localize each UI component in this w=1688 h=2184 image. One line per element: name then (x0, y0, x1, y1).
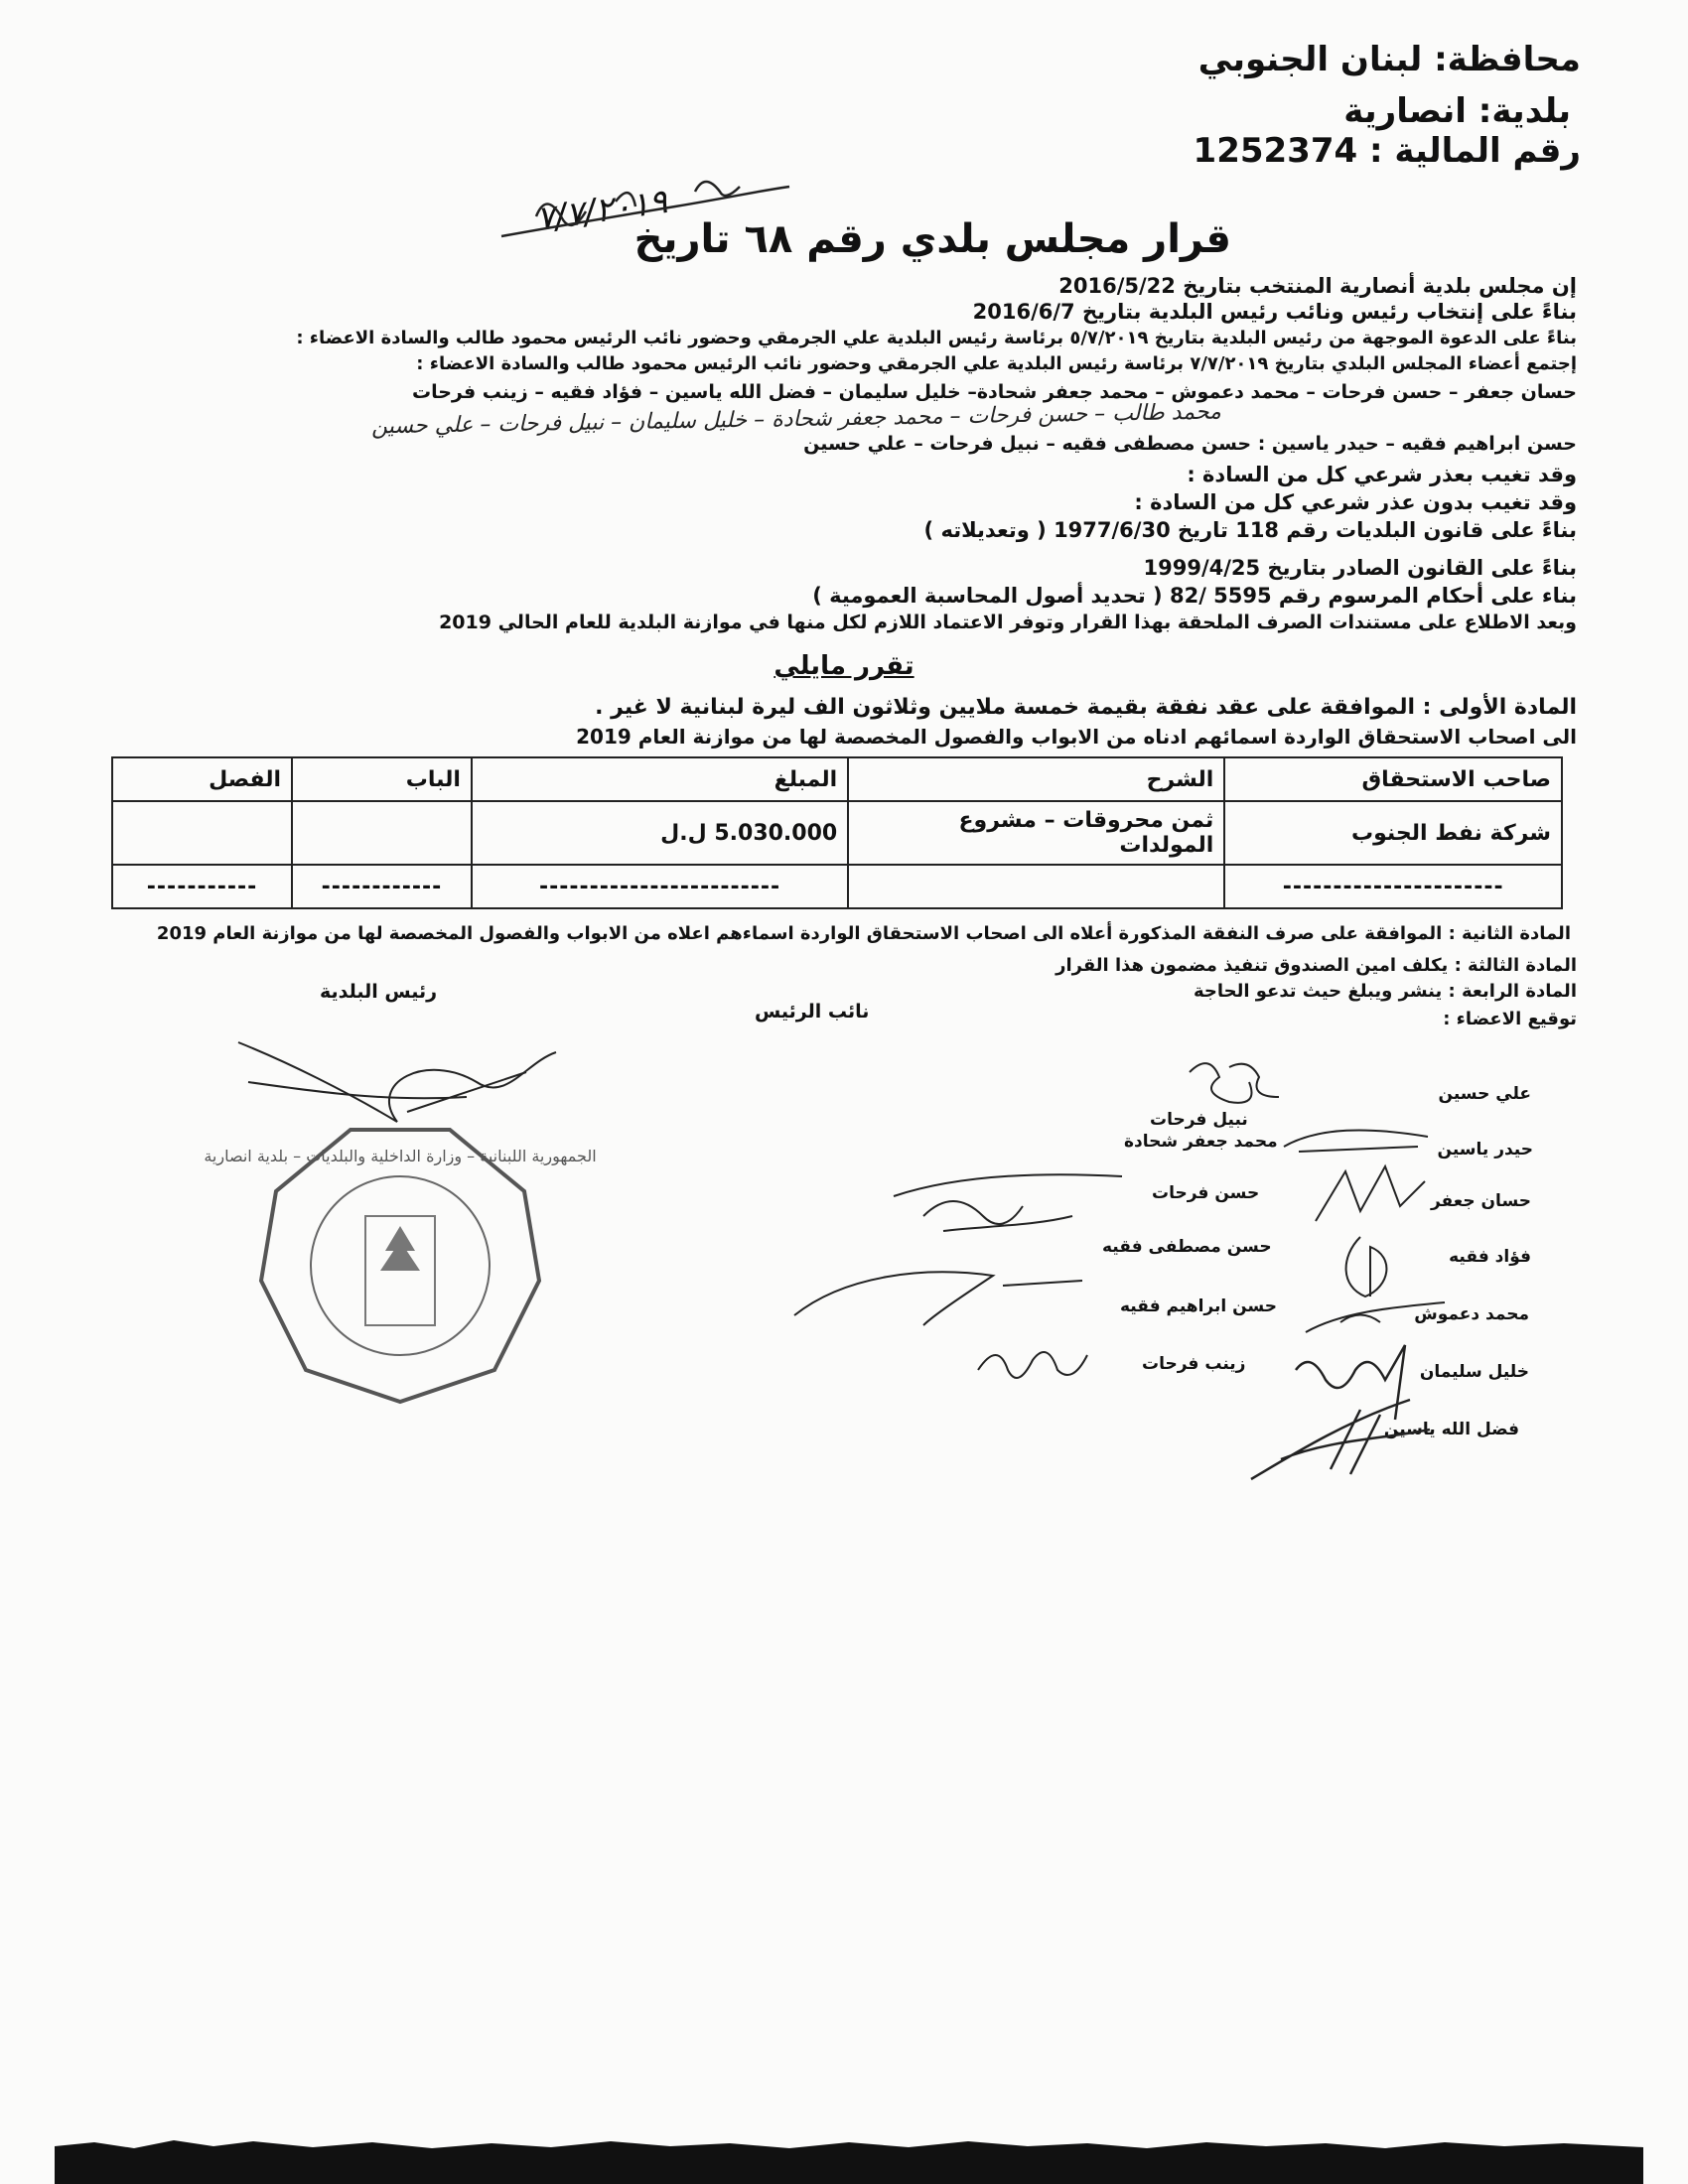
cell-chapter (112, 801, 292, 865)
finance-number: رقم المالية : 1252374 (1193, 131, 1581, 171)
signature-hassan-jaafar (1306, 1161, 1435, 1231)
member-hassan-jaafar: حسان جعفر (1430, 1191, 1531, 1211)
signature-haidar-yassin (1279, 1117, 1438, 1166)
governorate-line: محافظة: لبنان الجنوبي (1197, 40, 1581, 79)
cell-dashes: ------------------------ (472, 865, 848, 908)
preamble-line-12: وبعد الاطلاع على مستندات الصرف الملحقة بهذا القرار وتوفر الاعتماد اللازم لكل منها في موازنة البلدية للعام الحالي 2019 (439, 612, 1577, 633)
preamble-line-5: حسان جعفر – حسن فرحات – محمد دعموش – محمد جعفر شحادة– خليل سليمان – فضل الله ياسين – فؤاد فقيه – زينب فرحات (412, 381, 1577, 403)
members-label: توقيع الاعضاء : (1443, 1009, 1577, 1029)
cell-amount: 5.030.000 ل.ل (472, 801, 848, 865)
header-amount: المبلغ (472, 757, 848, 801)
decision-heading: تقرر مايلي (774, 651, 914, 681)
preamble-line-7: وقد تغيب بعذر شرعي كل من السادة : (1187, 463, 1577, 486)
article2: المادة الثانية : الموافقة على صرف النفقة المذكورة أعلاه الى اصحاب الاستحقاق الواردة اسماءهم اعلاه من الابواب والفصول المخصصة لها من موازنة العام 2019 (156, 923, 1571, 944)
signature-hassan-ibrahim-faqih (784, 1256, 1102, 1335)
signature-zeinab-farhat (973, 1330, 1122, 1390)
stamp-text: الجمهورية اللبنانية – وزارة الداخلية والبلديات – بلدية انصارية (204, 1147, 597, 1165)
header-beneficiary: صاحب الاستحقاق (1224, 757, 1562, 801)
signature-hassan-farhat (884, 1157, 1142, 1246)
cell-section (292, 801, 472, 865)
member-nabil-farhat: نبيل فرحات (1150, 1110, 1248, 1130)
cell-dashes (848, 865, 1224, 908)
preamble-line-4: إجتمع أعضاء المجلس البلدي بتاريخ ٧/٧/٢٠١٩ برئاسة رئيس البلدية علي الجرمقي وحضور نائب الرئيس محمود طالب والسادة الاعضاء : (416, 353, 1577, 374)
table-row (112, 865, 1562, 908)
municipality-stamp (204, 1122, 597, 1410)
member-zeinab-farhat: زينب فرحات (1142, 1354, 1246, 1374)
preamble-line-6: حسن ابراهيم فقيه – حيدر ياسين : حسن مصطفى فقيه – نبيل فرحات – علي حسين (803, 433, 1577, 455)
beneficiaries-table (111, 756, 1563, 909)
page-title: قرار مجلس بلدي رقم ٦٨ تاريخ (633, 216, 1231, 262)
cell-dashes: ------------ (292, 865, 472, 908)
municipality-line: بلدية: انصارية (1343, 91, 1571, 131)
mayor-label: رئيس البلدية (320, 981, 438, 1003)
cell-beneficiary: شركة نفط الجنوب (1224, 801, 1562, 865)
preamble-line-3: بناءً على الدعوة الموجهة من رئيس البلدية بتاريخ ٥/٧/٢٠١٩ برئاسة رئيس البلدية علي الجرمقي وحضور نائب الرئيس محمود طالب والسادة الاعضاء : (296, 328, 1577, 348)
handwritten-date-scribble (496, 177, 794, 256)
member-hassan-farhat: حسن فرحات (1152, 1183, 1260, 1203)
signature-muhammad-daamoush (1301, 1293, 1450, 1342)
member-muhammad-shehadeh: محمد جعفر شحادة (1124, 1132, 1278, 1152)
member-fouad-faqih: فؤاد فقيه (1449, 1247, 1531, 1267)
torn-bottom-edge (55, 2134, 1643, 2184)
preamble-line-8: وقد تغيب بدون عذر شرعي كل من السادة : (1134, 490, 1577, 514)
preamble-line-2: بناءً على إنتخاب رئيس ونائب رئيس البلدية بتاريخ 2016/6/7 (972, 300, 1577, 324)
signature-ali-hussein (1170, 1052, 1289, 1122)
member-hassan-mustafa-faqih: حسن مصطفى فقيه (1102, 1237, 1272, 1257)
member-muhammad-daamoush: محمد دعموش (1414, 1304, 1529, 1324)
member-hassan-ibrahim-faqih: حسن ابراهيم فقيه (1120, 1297, 1277, 1316)
handwritten-attendees: محمد طالب – حسن فرحات – محمد جعفر شحادة – خليل سليمان – نبيل فرحات – علي حسين (370, 399, 1222, 440)
article4: المادة الرابعة : ينشر ويبلغ حيث تدعو الحاجة (1193, 981, 1577, 1002)
preamble-line-10: بناءً على القانون الصادر بتاريخ 1999/4/25 (1143, 556, 1577, 580)
preamble-line-11: بناء على أحكام المرسوم رقم 5595 /82 ( تحديد أصول المحاسبة العمومية ) (812, 584, 1577, 608)
article1-line1: المادة الأولى : الموافقة على عقد نفقة بقيمة خمسة ملايين وثلاثون الف ليرة لبنانية لا غير . (595, 695, 1577, 720)
header-description: الشرح (848, 757, 1224, 801)
table-header-row (112, 757, 1562, 801)
signature-fadlallah-yassin (1241, 1390, 1440, 1489)
member-fadlallah-yassin: فضل الله ياسين (1383, 1420, 1519, 1439)
cell-dashes: ----------- (112, 865, 292, 908)
header-chapter: الفصل (112, 757, 292, 801)
preamble-line-1: إن مجلس بلدية أنصارية المنتخب بتاريخ 2016/5/22 (1058, 274, 1577, 298)
table-row (112, 801, 1562, 865)
preamble-line-9: بناءً على قانون البلديات رقم 118 تاريخ 1977/6/30 ( وتعديلاته ) (923, 518, 1577, 542)
member-haidar-yassin: حيدر ياسين (1437, 1140, 1533, 1160)
member-ali-hussein: علي حسين (1438, 1084, 1531, 1104)
article1-line2: الى اصحاب الاستحقاق الواردة اسمائهم ادناه من الابواب والفصول المخصصة لها من موازنة العام 2019 (576, 725, 1577, 749)
member-khalil-suleiman: خليل سليمان (1419, 1362, 1529, 1382)
deputy-label: نائب الرئيس (755, 1001, 870, 1023)
article3: المادة الثالثة : يكلف امين الصندوق تنفيذ مضمون هذا القرار (1055, 955, 1577, 976)
header-section: الباب (292, 757, 472, 801)
cell-description: ثمن محروقات – مشروع المولدات (848, 801, 1224, 865)
cell-dashes: ---------------------- (1224, 865, 1562, 908)
handwritten-title-date: ٧/٧/٢٠١٩ (533, 181, 670, 240)
